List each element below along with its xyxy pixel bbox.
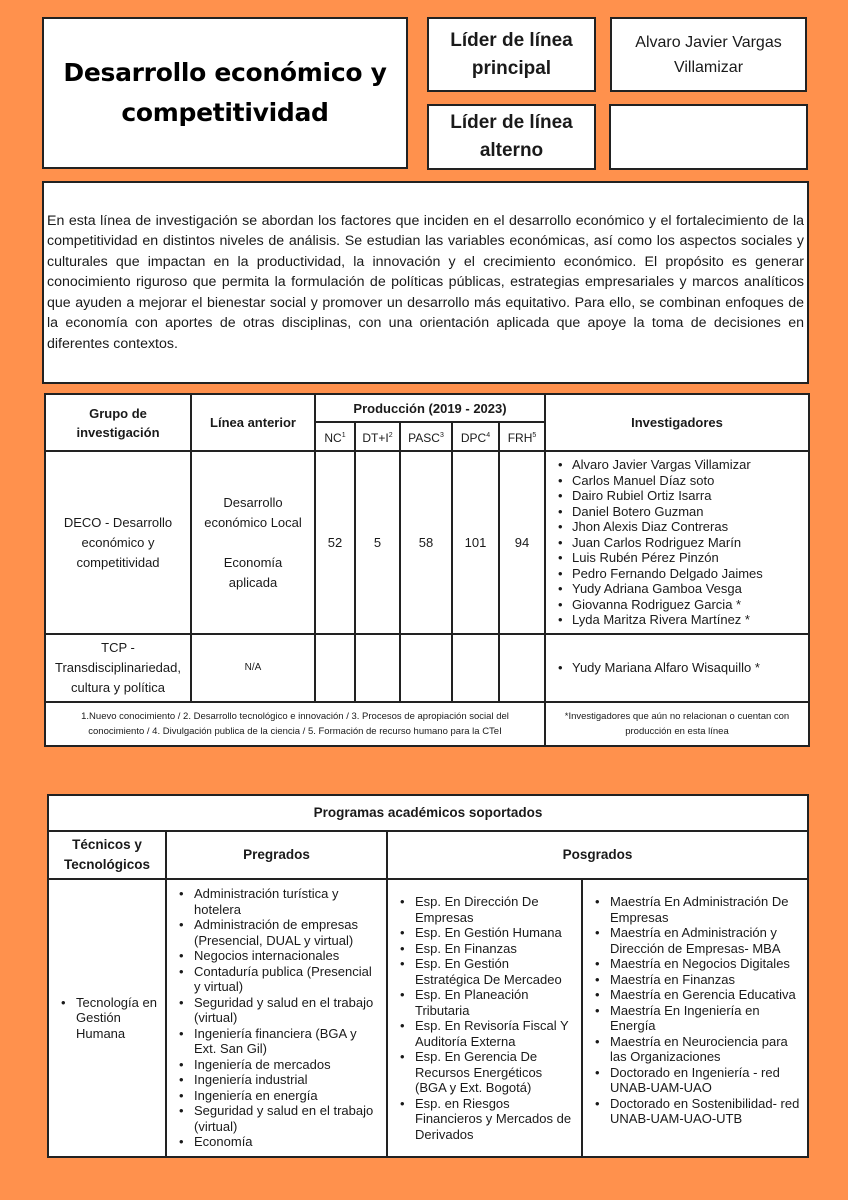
- group-name: DECO - Desarrollo económico y competitividad: [45, 451, 191, 634]
- header-postgrad: Posgrados: [387, 831, 808, 879]
- list-item: • Contaduría publica (Presencial y virtual): [175, 964, 380, 995]
- undergrad-list: [167, 880, 386, 1156]
- list-item: • Pedro Fernando Delgado Jaimes: [556, 566, 800, 582]
- list-item: • Esp. En Revisoría Fiscal Y Auditoría Externa: [396, 1018, 575, 1049]
- title-box: [42, 17, 408, 169]
- list-item: • Luis Rubén Pérez Pinzón: [556, 550, 800, 566]
- header-nc: $NC^1$: [315, 422, 355, 451]
- list-item: • Yudy Mariana Alfaro Wisaquillo *: [556, 660, 800, 676]
- list-item: • Maestría en Finanzas: [591, 972, 801, 988]
- production-footnote: 1.Nuevo conocimiento / 2. Desarrollo tecnológico e innovación / 3. Procesos de apropiación social del conocimiento / 4. Divulgación publica de la ciencia / 5. Formación de recurso humano para la CTeI: [45, 702, 545, 746]
- researchers-note: *Investigadores que aún no relacionan o cuentan con producción en esta línea: [545, 702, 809, 746]
- header-researchers: Investigadores: [545, 394, 809, 451]
- previous-line: Desarrollo económico Local Economía aplicada: [191, 451, 315, 634]
- list-item: • Esp. En Planeación Tributaria: [396, 987, 575, 1018]
- header-frh: FRH$^5$: [499, 422, 545, 451]
- researchers-list: [546, 660, 808, 676]
- list-item: • Seguridad y salud en el trabajo (virtual): [175, 995, 380, 1026]
- list-item: • Ingeniería financiera (BGA y Ext. San Gil): [175, 1026, 380, 1057]
- list-item: • Maestría En Ingeniería en Energía: [591, 1003, 801, 1034]
- leader-main-label: Líder de línea principal: [427, 17, 596, 92]
- value-dti: 5: [355, 451, 400, 634]
- technical-cell: [48, 879, 166, 1157]
- header-production: Producción (2019 - 2023): [315, 394, 545, 422]
- research-groups-table: [44, 393, 810, 747]
- list-item: • Giovanna Rodriguez Garcia *: [556, 597, 800, 613]
- header-dpc: DPC$^4$: [452, 422, 499, 451]
- list-item: • Maestría en Gerencia Educativa: [591, 987, 801, 1003]
- list-item: • Carlos Manuel Díaz soto: [556, 473, 800, 489]
- list-item: • Esp. En Gestión Humana: [396, 925, 575, 941]
- list-item: • Esp. En Finanzas: [396, 941, 575, 957]
- list-item: • Doctorado en Ingeniería - red UNAB-UAM-UAO: [591, 1065, 801, 1096]
- researchers-cell: [545, 634, 809, 702]
- list-item: • Doctorado en Sostenibilidad- red UNAB-UAM-UAO-UTB: [591, 1096, 801, 1127]
- list-item: • Tecnología en Gestión Humana: [57, 995, 159, 1042]
- value-pasc: 58: [400, 451, 452, 634]
- value-dti: [355, 634, 400, 702]
- masters-cell: [582, 879, 808, 1157]
- academic-programs-table: [47, 794, 809, 1158]
- table-row: [45, 451, 809, 634]
- researchers-list: [546, 457, 808, 628]
- header-undergrad: Pregrados: [166, 831, 387, 879]
- list-item: • Esp. en Riesgos Financieros y Mercados de Derivados: [396, 1096, 575, 1143]
- list-item: • Yudy Adriana Gamboa Vesga: [556, 581, 800, 597]
- value-frh: 94: [499, 451, 545, 634]
- list-item: • Economía: [175, 1134, 380, 1150]
- header-dti: $DT+I^2$: [355, 422, 400, 451]
- technical-list: [49, 989, 165, 1048]
- previous-line: N/A: [191, 634, 315, 702]
- group-name: TCP - Transdisciplinariedad, cultura y política: [45, 634, 191, 702]
- masters-doctorates-list: [583, 888, 807, 1133]
- list-item: • Daniel Botero Guzman: [556, 504, 800, 520]
- leader-alt-label: Líder de línea alterno: [427, 104, 596, 170]
- list-item: • Jhon Alexis Diaz Contreras: [556, 519, 800, 535]
- leader-main-value: Alvaro Javier Vargas Villamizar: [610, 17, 807, 92]
- list-item: • Esp. En Gerencia De Recursos Energéticos (BGA y Ext. Bogotá): [396, 1049, 575, 1096]
- list-item: • Ingeniería en energía: [175, 1088, 380, 1104]
- header-technical: Técnicos y Tecnológicos: [48, 831, 166, 879]
- list-item: • Maestría en Administración y Dirección de Empresas- MBA: [591, 925, 801, 956]
- value-dpc: 101: [452, 451, 499, 634]
- list-item: • Administración de empresas (Presencial, DUAL y virtual): [175, 917, 380, 948]
- list-item: • Ingeniería industrial: [175, 1072, 380, 1088]
- list-item: • Lyda Maritza Rivera Martínez *: [556, 612, 800, 628]
- list-item: • Maestría en Negocios Digitales: [591, 956, 801, 972]
- list-item: • Alvaro Javier Vargas Villamizar: [556, 457, 800, 473]
- list-item: • Seguridad y salud en el trabajo (virtual): [175, 1103, 380, 1134]
- list-item: • Esp. En Gestión Estratégica De Mercadeo: [396, 956, 575, 987]
- list-item: • Ingeniería de mercados: [175, 1057, 380, 1073]
- specializations-cell: [387, 879, 582, 1157]
- table-row: [45, 634, 809, 702]
- header-previous-line: Línea anterior: [191, 394, 315, 451]
- list-item: • Administración turística y hotelera: [175, 886, 380, 917]
- programs-title: Programas académicos soportados: [48, 795, 808, 831]
- list-item: • Negocios internacionales: [175, 948, 380, 964]
- list-item: • Juan Carlos Rodriguez Marín: [556, 535, 800, 551]
- list-item: • Maestría En Administración De Empresas: [591, 894, 801, 925]
- header-pasc: PASC$^3$: [400, 422, 452, 451]
- header-group: Grupo de investigación: [45, 394, 191, 451]
- list-item: • Esp. En Dirección De Empresas: [396, 894, 575, 925]
- list-item: • Maestría en Neurociencia para las Organizaciones: [591, 1034, 801, 1065]
- page-title: Desarrollo económico y competitividad: [63, 58, 387, 127]
- value-nc: [315, 634, 355, 702]
- value-pasc: [400, 634, 452, 702]
- list-item: • Dairo Rubiel Ortiz Isarra: [556, 488, 800, 504]
- value-dpc: [452, 634, 499, 702]
- specializations-list: [388, 888, 581, 1148]
- description-box: [42, 181, 809, 384]
- undergrad-cell: [166, 879, 387, 1157]
- leader-alt-value: [609, 104, 808, 170]
- description-text: En esta línea de investigación se abordan los factores que inciden en el desarrollo económico y el fortalecimiento de la competitividad en distintos niveles de análisis. Se estudian las variables económicas, así como los aspectos sociales y culturales que impactan en la productividad, la innovación y el crecimiento económico. El propósito es generar conocimiento riguroso que permita la formulación de políticas públicas, estrategias empresariales y marcos analíticos que ayuden a mejorar el bienestar social y promover un desarrollo más equitativo. Para ello, se combinan enfoques de la economía con aportes de otras disciplinas, con una orientación aplicada que apoye la toma de decisiones en diferentes contextos.: [47, 212, 804, 352]
- researchers-cell: [545, 451, 809, 634]
- value-frh: [499, 634, 545, 702]
- value-nc: 52: [315, 451, 355, 634]
